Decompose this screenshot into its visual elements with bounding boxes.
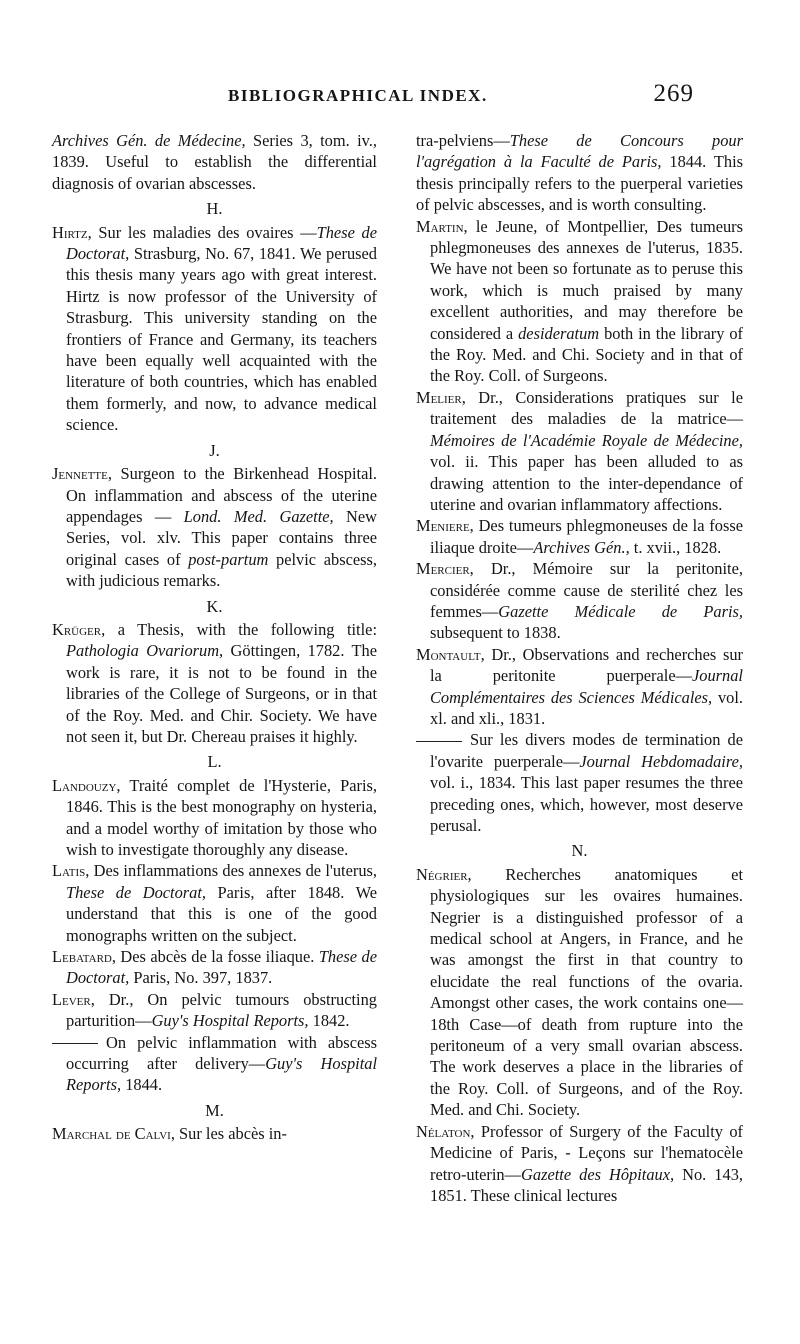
- author-name: Marchal de Calvi,: [52, 1124, 175, 1144]
- author-name: Mercier,: [416, 559, 474, 579]
- publication-title: Guy's Hospital Reports,: [66, 1054, 377, 1095]
- author-name: Krüger,: [52, 619, 106, 639]
- entry-text: On pelvic inflammation with abscess occurring after delivery—: [66, 1032, 377, 1074]
- entry-text: Sur les divers modes de termination de l'ovarite puerperale—: [430, 730, 743, 771]
- publication-title: Gazette des Hôpitaux,: [521, 1164, 675, 1184]
- entry-text: both in the library of the Roy. Med. and Chi. Society and in that of the Roy. Coll. of Surgeons.: [430, 323, 743, 386]
- entry-text: 1842.: [308, 1011, 350, 1031]
- author-name: Latis,: [52, 861, 90, 881]
- publication-title: These de Doctorat,: [66, 882, 207, 902]
- entry-text: Paris, No. 397, 1837.: [129, 968, 273, 988]
- author-name: Meniere,: [416, 516, 474, 536]
- author-name: Martin,: [416, 216, 468, 236]
- entry-text: 1844. This thesis principally refers to the puerperal varieties of pelvic abscesses, and is worth consulting.: [416, 152, 744, 215]
- author-name: Landouzy,: [52, 775, 121, 795]
- entry-text: Strasburg, No. 67, 1841. We perused this thesis many years ago with great interest. Hirtz is now professor of the University of Strasburg. This university standing on the frontiers of France and Germany, its teachers have been equally well acquainted with the literature of both countries, which has enabled them formerly, and now, to advance medical science.: [66, 244, 377, 435]
- publication-title: These de Doctorat,: [66, 947, 377, 988]
- entry-text: Des tumeurs phlegmoneuses de la fosse iliaque droite—: [430, 516, 743, 557]
- bibliography-entry: [416, 387, 743, 515]
- entry-text: Sur les maladies des ovaires —: [91, 222, 317, 242]
- entry-text: Series 3, tom. iv., 1839. Useful to establish the differential diagnosis of ovarian abscesses.: [52, 131, 377, 193]
- entry-text: subsequent to 1838.: [430, 623, 561, 643]
- section-letter: M.: [205, 1100, 224, 1120]
- publication-title: Journal Hebdomadaire,: [579, 751, 743, 771]
- entry-text: Dr., Observations and recherches sur la peritonite puerperale—: [430, 644, 743, 686]
- entry-text: New Series, vol. xlv. This paper contains three original cases of: [66, 506, 378, 569]
- entry-text: tra-pelviens—: [416, 131, 510, 150]
- section-letter: N.: [571, 841, 588, 861]
- bibliography-entry: [52, 775, 377, 861]
- running-title: BIBLIOGRAPHICAL INDEX.: [228, 86, 488, 105]
- entry-text: Dr., Mémoire sur la peritonite, considérée comme cause de sterilité chez les femmes—: [430, 559, 743, 621]
- bibliography-entry: [52, 946, 377, 989]
- entry-text: vol. i., 1834. This last paper resumes the three preceding ones, which, however, most deserve perusal.: [430, 773, 743, 835]
- bibliography-entry: [52, 1123, 377, 1144]
- author-name: Négrier,: [416, 864, 472, 884]
- author-name: Lebatard,: [52, 947, 116, 967]
- bibliography-entry: [52, 989, 377, 1032]
- bibliography-entry: [416, 644, 743, 730]
- bibliography-entry: [52, 1032, 377, 1096]
- publication-title: post-partum: [188, 549, 269, 569]
- entry-text: No. 143, 1851. These clinical lectures: [430, 1164, 743, 1205]
- publication-title: Archives Gén. de Médecine,: [52, 131, 246, 150]
- publication-title: These de Doctorat,: [66, 222, 377, 264]
- entry-text: Paris, after 1848. We understand that this is one of the good monographs written on the subject.: [66, 882, 378, 945]
- running-head: [0, 80, 800, 114]
- entry-text: vol. xl. and xli., 1831.: [430, 687, 743, 728]
- entry-text: Sur les abcès in-: [174, 1124, 287, 1144]
- publication-title: Pathologia Ovariorum,: [66, 641, 224, 661]
- bibliography-entry: [416, 216, 743, 387]
- publication-title: Mémoires de l'Académie Royale de Médecine,: [430, 430, 743, 450]
- entry-text: pelvic abscess, with judicious remarks.: [66, 549, 377, 591]
- bibliography-entry: [52, 860, 377, 946]
- entry-text: Dr., On pelvic tumours obstructing parturition—: [66, 989, 377, 1031]
- bibliography-entry: [416, 864, 743, 1121]
- author-name: Lever,: [52, 989, 95, 1009]
- entry-text: Surgeon to the Birkenhead Hospital. On inflammation and abscess of the uterine appendages —: [66, 464, 377, 526]
- section-letter: L.: [207, 752, 222, 772]
- section-letter: H.: [206, 199, 223, 219]
- bibliography-entry: [416, 515, 743, 558]
- publication-title: These de Concours pour l'agrégation à la Faculté de Paris,: [416, 131, 743, 172]
- author-name: Melier,: [416, 387, 466, 407]
- bibliography-entry: [52, 222, 377, 436]
- bibliography-entry: [416, 130, 743, 216]
- ditto-dash: [52, 1043, 98, 1044]
- ditto-dash: [416, 741, 462, 742]
- entry-text: 1844.: [121, 1075, 163, 1095]
- left-column: [52, 130, 377, 1145]
- entry-text: Professor of Surgery of the Faculty of Medicine of Paris, - Leçons sur l'hematocèle retro-uterin—: [430, 1121, 743, 1184]
- bibliography-entry: [416, 729, 743, 836]
- right-column: [416, 130, 743, 1206]
- author-name: Nélaton,: [416, 1121, 475, 1141]
- entry-text: t. xvii., 1828.: [629, 537, 722, 557]
- entry-text: vol. ii. This paper has been alluded to as drawing attention to the inter-dependance of uterine and ovarian inflammatory affections.: [430, 452, 743, 514]
- publication-title: Journal Complémentaires des Sciences Médicales,: [430, 666, 743, 707]
- entry-text: Recherches anatomiques et physiologiques sur les ovaires humaines. Negrier is a distinguished professor of a medical school at Angers, in France, and he was amongst the first in that country to elucidate the real functions of the ovaria. Amongst other cases, the work contains one—18th Case—of death from rupture into the peritoneum of a very small ovarian abscess. The work deserves a place in the libraries of the Roy. Coll. of Surgeons, and of the Roy. Med. and Chi. Society.: [430, 864, 743, 1120]
- entry-text: Traité complet de l'Hysterie, Paris, 1846. This is the best monography on hysteria, and a model worthy of imitation by those who wish to investigate thoroughly any disease.: [66, 775, 377, 859]
- author-name: Montault,: [416, 644, 485, 664]
- publication-title: Guy's Hospital Reports,: [151, 1011, 309, 1031]
- author-name: Jennette,: [52, 464, 112, 484]
- publication-title: desideratum: [518, 323, 600, 343]
- bibliography-entry: [52, 130, 377, 194]
- publication-title: Gazette Médicale de Paris,: [498, 601, 743, 621]
- bibliography-entry: [416, 558, 743, 644]
- publication-title: Lond. Med. Gazette,: [183, 506, 334, 526]
- entry-text: Des abcès de la fosse iliaque.: [115, 947, 319, 967]
- publication-title: Archives Gén.,: [533, 537, 630, 557]
- entry-text: le Jeune, of Montpellier, Des tumeurs phlegmoneuses des annexes de l'uterus, 1835. We have not been so fortunate as to peruse this work, which is much praised by many excellent authorities, and may therefore be considered a: [430, 216, 743, 343]
- page-number: 269: [653, 80, 694, 107]
- section-letter: K.: [206, 596, 223, 616]
- bibliography-entry: [416, 1121, 743, 1207]
- bibliography-entry: [52, 619, 377, 747]
- section-letter: J.: [209, 440, 220, 460]
- entry-text: Göttingen, 1782. The work is rare, it is not to be found in the libraries of the College of Surgeons, or in that of the Roy. Med. and Chir. Society. We have not seen it, but Dr. Chereau praises it highly.: [66, 641, 378, 746]
- entry-text: a Thesis, with the following title:: [105, 619, 377, 639]
- entry-text: Dr., Considerations pratiques sur le traitement des maladies de la matrice—: [430, 387, 743, 429]
- entry-text: Des inflammations des annexes de l'uterus,: [89, 861, 377, 881]
- author-name: Hirtz,: [52, 222, 92, 242]
- bibliography-entry: [52, 463, 377, 591]
